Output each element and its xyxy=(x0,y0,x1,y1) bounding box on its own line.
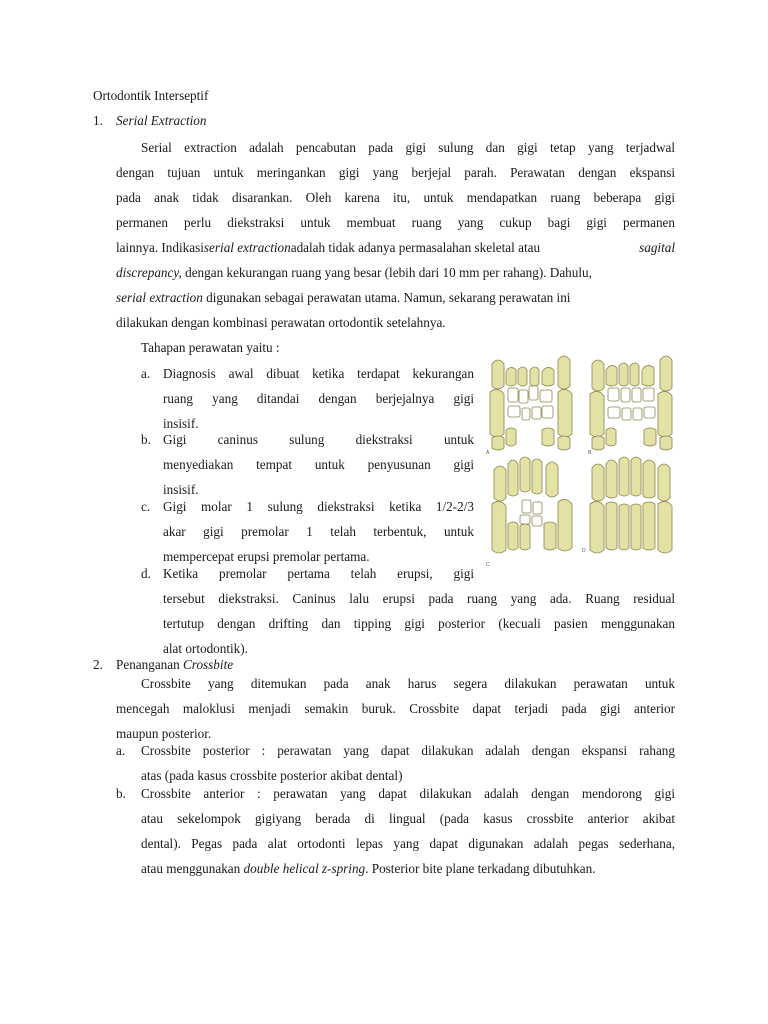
stage-c-marker: c. xyxy=(141,499,151,514)
section-1-number: 1. xyxy=(93,113,103,128)
stage-d-line-4: alat ortodontik). xyxy=(163,641,248,656)
s1-paragraph-line-7: serial extraction digunakan sebagai perawatan utama. Namun, sekarang perawatan ini xyxy=(116,290,571,305)
stage-d-line-1: Ketika premolar pertama telah erupsi, gigi xyxy=(163,566,474,581)
s1-paragraph-line-8: dilakukan dengan kombinasi perawatan ortodontik setelahnya. xyxy=(116,315,446,330)
figure-panel-c xyxy=(492,457,572,553)
stage-d-marker: d. xyxy=(141,566,151,581)
stage-b-line-3: insisif. xyxy=(163,482,199,497)
s1-paragraph-line-1: Serial extraction adalah pencabutan pada gigi sulung dan gigi tetap yang terjadwal xyxy=(141,140,675,155)
s2-item-b-line-2: atau sekelompok gigiyang berada di lingual (pada kasus crossbite anterior akibat xyxy=(141,811,675,826)
dental-arch-illustration xyxy=(484,352,682,572)
section-1-heading: Serial Extraction xyxy=(116,113,207,128)
s2-paragraph-line-1: Crossbite yang ditemukan pada anak harus segera dilakukan perawatan untuk xyxy=(141,676,675,691)
s1-paragraph-line-6: discrepancy, dengan kekurangan ruang yang besar (lebih dari 10 mm per rahang). Dahulu, xyxy=(116,265,592,280)
figure-panel-b xyxy=(590,356,672,450)
s1-paragraph-line-5: lainnya. Indikasi serial extraction adalah tidak adanya permasalahan skeletal atau sagital xyxy=(116,240,675,255)
stage-b-marker: b. xyxy=(141,432,151,447)
s2-item-b-line-4: atau menggunakan double helical z-spring. Posterior bite plane terkadang dibutuhkan. xyxy=(141,861,596,876)
serial-extraction-figure xyxy=(484,352,682,572)
stage-c-line-3: mempercepat erupsi premolar pertama. xyxy=(163,549,370,564)
section-2-heading: Penanganan Crossbite xyxy=(116,657,234,672)
document-title: Ortodontik Interseptif xyxy=(93,88,209,103)
s1-paragraph-line-3: pada anak tidak disarankan. Oleh karena itu, untuk mendapatkan ruang beberapa gigi xyxy=(116,190,675,205)
s2-item-a-line-1: Crossbite posterior : perawatan yang dapat dilakukan adalah dengan ekspansi rahang xyxy=(141,743,675,758)
s2-item-a-marker: a. xyxy=(116,743,126,758)
s2-paragraph-line-2: mencegah maloklusi menjadi semakin buruk. Crossbite dapat terjadi pada gigi anterior xyxy=(116,701,675,716)
figure-label-a: A xyxy=(486,450,490,456)
stage-c-line-2: akar gigi premolar 1 telah terbentuk, untuk xyxy=(163,524,474,539)
s2-item-b-line-1: Crossbite anterior : perawatan yang dapat dilakukan adalah dengan mendorong gigi xyxy=(141,786,675,801)
stage-a-marker: a. xyxy=(141,366,151,381)
figure-panel-d xyxy=(590,457,672,553)
section-2-number: 2. xyxy=(93,657,103,672)
s2-item-a-line-2: atas (pada kasus crossbite posterior akibat dental) xyxy=(141,768,403,783)
stage-b-line-2: menyediakan tempat untuk penyusunan gigi xyxy=(163,457,474,472)
s1-paragraph-line-4: permanen perlu diekstraksi untuk membuat ruang yang cukup bagi gigi permanen xyxy=(116,215,675,230)
s2-paragraph-line-3: maupun posterior. xyxy=(116,726,212,741)
figure-label-b: B xyxy=(588,450,592,456)
figure-label-c: C xyxy=(486,562,490,568)
figure-label-d: D xyxy=(582,548,586,554)
s2-item-b-line-3: dental). Pegas pada alat ortodonti lepas yang dapat digunakan adalah pegas sederhana, xyxy=(141,836,675,851)
stage-d-line-2: tersebut diekstraksi. Caninus lalu erupsi pada ruang yang ada. Ruang residual xyxy=(163,591,675,606)
s1-paragraph-line-2: dengan tujuan untuk meringankan gigi yang berjejal parah. Perawatan dengan ekspansi xyxy=(116,165,675,180)
stage-b-line-1: Gigi caninus sulung diekstraksi untuk xyxy=(163,432,474,447)
stage-a-line-3: insisif. xyxy=(163,416,199,431)
stages-intro: Tahapan perawatan yaitu : xyxy=(141,340,280,355)
stage-a-line-1: Diagnosis awal dibuat ketika terdapat kekurangan xyxy=(163,366,474,381)
figure-panel-a xyxy=(490,356,572,450)
stage-a-line-2: ruang yang ditandai dengan berjejalnya gigi xyxy=(163,391,474,406)
stage-d-line-3: tertutup dengan drifting dan tipping gigi posterior (kecuali pasien menggunakan xyxy=(163,616,675,631)
stage-c-line-1: Gigi molar 1 sulung diekstraksi ketika 1/2-2/3 xyxy=(163,499,474,514)
s2-item-b-marker: b. xyxy=(116,786,126,801)
